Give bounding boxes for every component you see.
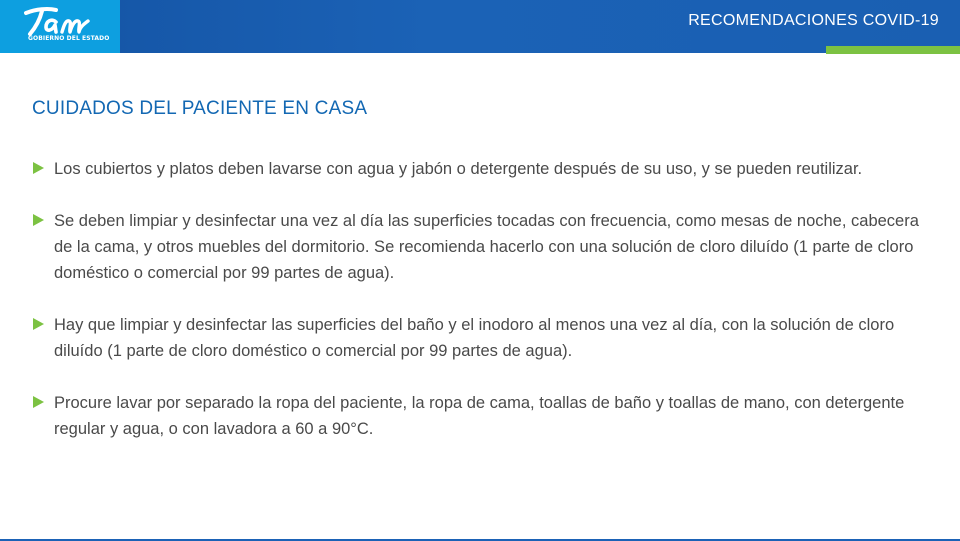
list-item (32, 312, 922, 364)
list-item (32, 208, 922, 286)
header-title: RECOMENDACIONES COVID-19 (688, 12, 939, 29)
list-item (32, 156, 922, 182)
bullet-text: Hay que limpiar y desinfectar las superficies del baño y el inodoro al menos una vez al día, con la solución de cloro diluído (1 parte de cloro doméstico o comercial por 99 partes de agua). (54, 316, 895, 360)
logo-text: GOBIERNO DEL ESTADO (28, 35, 110, 42)
bullet-icon (33, 396, 44, 408)
bullet-icon (33, 214, 44, 226)
tam-logo-icon (22, 5, 102, 37)
bullet-icon (33, 162, 44, 174)
bullet-icon (33, 318, 44, 330)
bullet-text: Los cubiertos y platos deben lavarse con agua y jabón o detergente después de su uso, y se pueden reutilizar. (54, 160, 863, 178)
accent-bar (826, 46, 960, 54)
bullet-text: Se deben limpiar y desinfectar una vez al día las superficies tocadas con frecuencia, como mesas de noche, cabecera de la cama, y otros muebles del dormitorio. Se recomienda hacerlo con una solución de cloro diluído (1 parte de cloro doméstico o comercial por 99 partes de agua). (54, 212, 919, 282)
page-title: CUIDADOS DEL PACIENTE EN CASA (32, 98, 368, 119)
list-item (32, 390, 922, 442)
bullet-text: Procure lavar por separado la ropa del paciente, la ropa de cama, toallas de baño y toallas de mano, con detergente regular y agua, o con lavadora a 60 a 90°C. (54, 394, 905, 438)
logo (0, 0, 120, 53)
header-bar (0, 0, 960, 53)
bullet-list (32, 156, 922, 468)
